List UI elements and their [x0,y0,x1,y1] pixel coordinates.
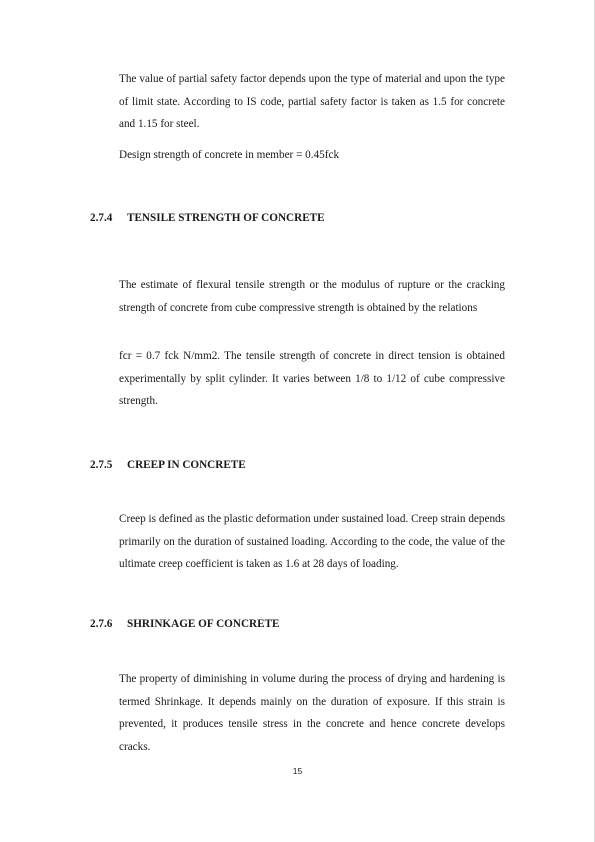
creep-paragraph: Creep is defined as the plastic deformation under sustained load. Creep strain depends primarily on the duration of sustained loading. According to the code, the value of the ultimate creep coefficient is taken as 1.6 at 28 days of loading. [119,513,505,570]
tensile-strength-paragraph: The estimate of flexural tensile strength or the modulus of rupture or the cracking strength of concrete from cube compressive strength is obtained by the relations [119,279,505,314]
section-title: CREEP IN CONCRETE [127,459,246,471]
tensile-strength-formula-paragraph: fcr = 0.7 fck N/mm2. The tensile strength of concrete in direct tension is obtained experimentally by split cylinder. It varies between 1/8 to 1/12 of cube compressive strength. [119,350,505,407]
design-strength-paragraph: Design strength of concrete in member = 0.45fck [119,149,340,161]
section-title: TENSILE STRENGTH OF CONCRETE [127,212,325,224]
section-heading-2-7-6 [90,618,280,630]
section-heading-2-7-5 [90,459,246,471]
partial-safety-factor-paragraph: The value of partial safety factor depends upon the type of material and upon the type of limit state. According to IS code, partial safety factor is taken as 1.5 for concrete and 1.15 for steel. [119,73,505,130]
shrinkage-paragraph: The property of diminishing in volume during the process of drying and hardening is termed Shrinkage. It depends mainly on the duration of exposure. If this strain is prevented, it produces tensile stress in the concrete and hence concrete develops cracks. [119,673,505,753]
section-title: SHRINKAGE OF CONCRETE [127,618,280,630]
section-number: 2.7.6 [90,618,113,630]
page-number: 15 [292,766,303,776]
section-number: 2.7.5 [90,459,113,471]
section-number: 2.7.4 [90,212,113,224]
section-heading-2-7-4 [90,212,325,224]
